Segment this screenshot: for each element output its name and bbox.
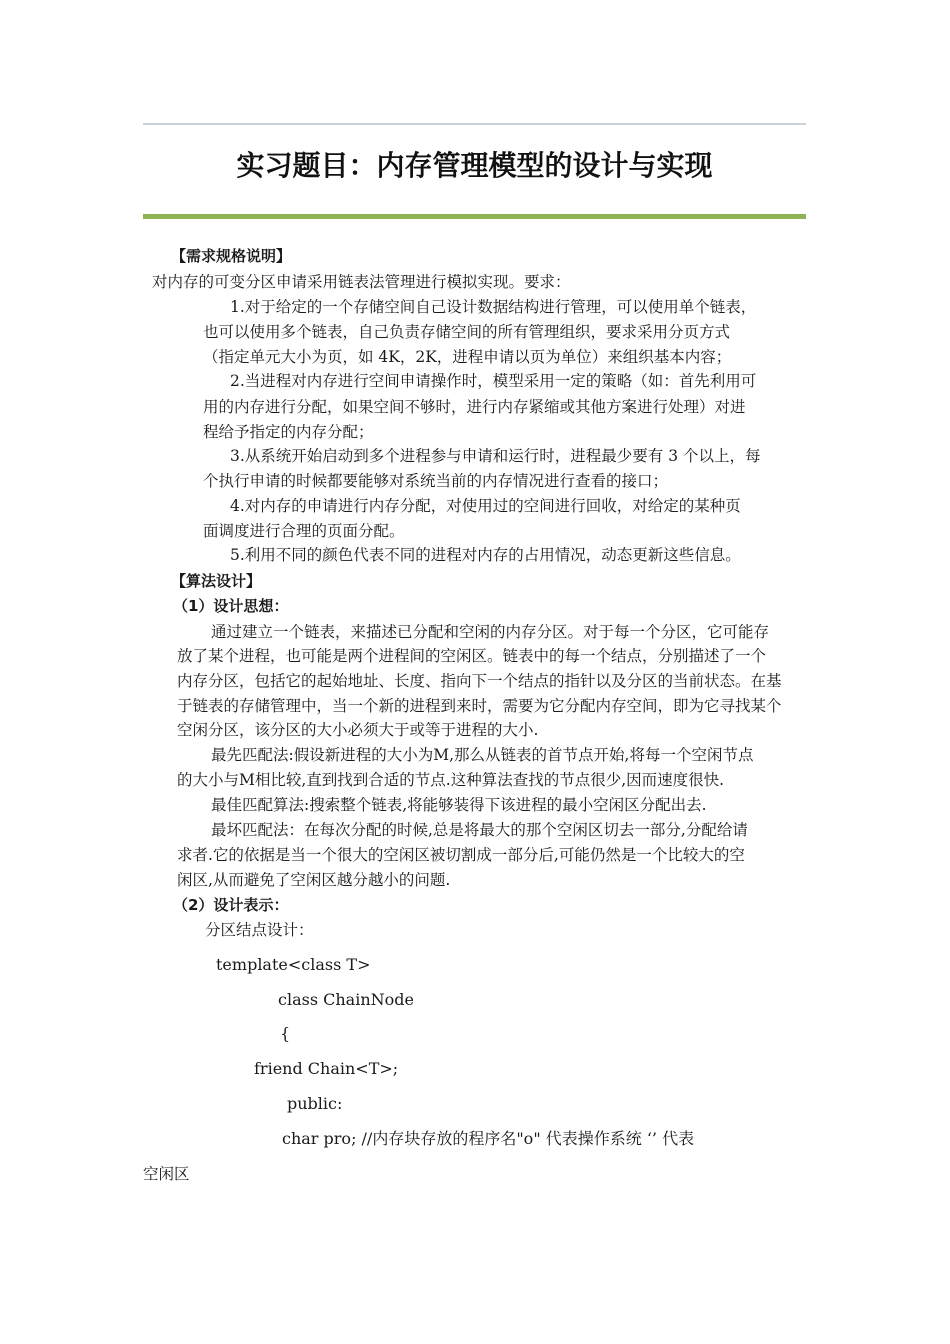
paragraph-line: 空闲分区，该分区的大小必须大于或等于进程的大小.: [177, 721, 539, 739]
code-line: {: [280, 1024, 291, 1043]
paragraph-line: 放了某个进程，也可能是两个进程间的空闲区。链表中的每一个结点，分别描述了一个: [177, 647, 767, 665]
code-line: public:: [287, 1094, 343, 1113]
paragraph-line: 内存分区，包括它的起始地址、长度、指向下一个结点的指针以及分区的当前状态。在基: [177, 672, 782, 690]
req-item-4-line: 4.对内存的申请进行内存分配，对使用过的空间进行回收，对给定的某种页: [230, 497, 741, 515]
requirements-intro: 对内存的可变分区申请采用链表法管理进行模拟实现。要求：: [152, 273, 571, 291]
section-heading-requirements: 【需求规格说明】: [171, 247, 292, 265]
req-item-3-line: 个执行申请的时候都要能够对系统当前的内存情况进行查看的接口；: [203, 472, 669, 490]
req-item-1-line: 1.对于给定的一个存储空间自己设计数据结构进行管理，可以使用单个链表，: [230, 298, 757, 316]
paragraph-line: 的大小与M相比较,直到找到合适的节点.这种算法查找的节点很少,因而速度很快.: [177, 771, 725, 789]
req-item-5-line: 5.利用不同的颜色代表不同的进程对内存的占用情况，动态更新这些信息。: [230, 546, 741, 564]
req-item-1-line: 也可以使用多个链表，自己负责存储空间的所有管理组织，要求采用分页方式: [203, 323, 731, 341]
code-line-continuation: 空闲区: [143, 1165, 190, 1183]
title-underline: [143, 214, 806, 219]
subheading-design-representation: （2）设计表示：: [173, 896, 289, 914]
paragraph-line: 闲区,从而避免了空闲区越分越小的问题.: [177, 871, 451, 889]
req-item-2-line: 用的内存进行分配，如果空间不够时，进行内存紧缩或其他方案进行处理）对进: [203, 398, 746, 416]
code-line: friend Chain<T>;: [254, 1059, 399, 1078]
req-item-3-line: 3.从系统开始启动到多个进程参与申请和运行时，进程最少要有 3 个以上，每: [230, 447, 761, 465]
req-item-2-line: 2.当进程对内存进行空间申请操作时，模型采用一定的策略（如：首先利用可: [230, 372, 757, 390]
page-title: 实习题目：内存管理模型的设计与实现: [236, 149, 713, 182]
paragraph-line: 最佳匹配算法:搜索整个链表,将能够装得下该进程的最小空闲区分配出去.: [211, 796, 707, 814]
req-item-1-line: （指定单元大小为页，如 4K，2K，进程申请以页为单位）来组织基本内容；: [203, 348, 732, 366]
paragraph-line: 最坏匹配法：在每次分配的时候,总是将最大的那个空闲区切去一部分,分配给请: [211, 821, 748, 839]
code-line: class ChainNode: [278, 990, 414, 1009]
subheading-design-idea: （1）设计思想：: [173, 597, 289, 615]
node-design-label: 分区结点设计：: [205, 921, 314, 939]
section-heading-algorithm: 【算法设计】: [171, 572, 262, 590]
paragraph-line: 最先匹配法:假设新进程的大小为M,那么从链表的首节点开始,将每一个空闲节点: [211, 746, 754, 764]
top-rule: [143, 123, 806, 125]
paragraph-line: 求者.它的依据是当一个很大的空闲区被切割成一部分后,可能仍然是一个比较大的空: [177, 846, 745, 864]
req-item-4-line: 面调度进行合理的页面分配。: [203, 522, 405, 540]
paragraph-line: 通过建立一个链表，来描述已分配和空闲的内存分区。对于每一个分区，它可能存: [211, 623, 770, 641]
req-item-2-line: 程给予指定的内存分配；: [203, 423, 374, 441]
code-line: template<class T>: [216, 955, 371, 974]
code-line: char pro; //内存块存放的程序名"o" 代表操作系统 ‘’ 代表: [282, 1129, 695, 1148]
paragraph-line: 于链表的存储管理中，当一个新的进程到来时，需要为它分配内存空间，即为它寻找某个: [177, 697, 782, 715]
